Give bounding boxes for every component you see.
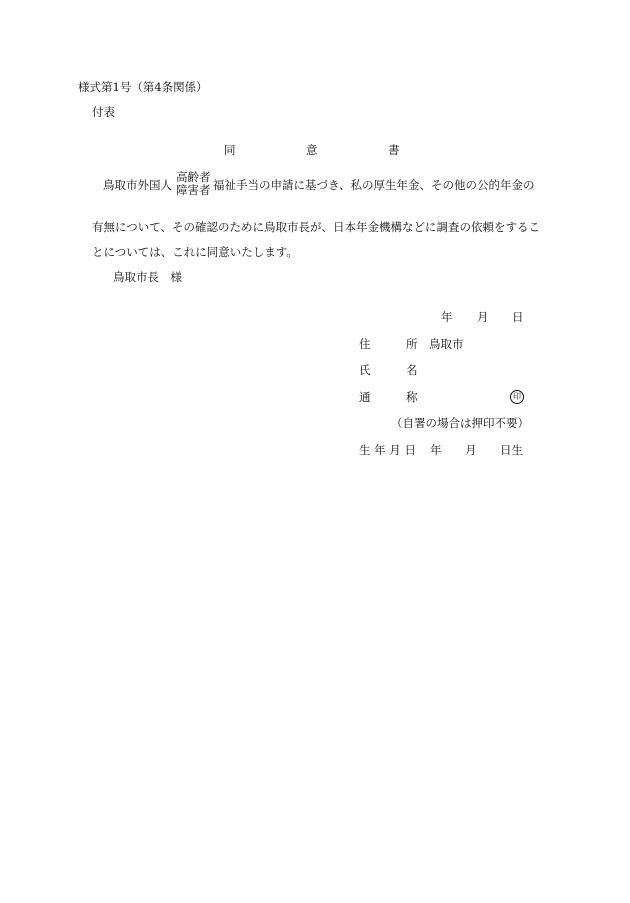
seal-mark: 印 <box>510 390 524 404</box>
date-month: 月 <box>477 310 489 324</box>
body-line-3: とについては、これに同意いたします。 <box>92 245 298 259</box>
title-char-1: 同 <box>224 143 236 157</box>
date-year: 年 <box>441 310 453 324</box>
category-elderly: 高齢者 <box>176 170 211 184</box>
address-value: 鳥取市 <box>429 337 464 351</box>
name-label-1: 氏 <box>359 363 371 377</box>
birth-year: 年 <box>430 443 442 457</box>
form-number: 様式第1号（第4条関係） <box>78 80 208 94</box>
birth-label: 生 年 月 日 <box>359 443 416 457</box>
birth-day: 日生 <box>500 443 523 457</box>
birth-month: 月 <box>465 443 477 457</box>
alias-label-1: 通 <box>359 390 371 404</box>
category-disabled: 障害者 <box>176 183 211 197</box>
body-line-1: 福祉手当の申請に基づき、私の厚生年金、その他の公的年金の <box>213 178 535 192</box>
attachment-label: 付表 <box>92 105 115 119</box>
body-line-2: 有無について、その確認のために鳥取市長が、日本年金機構などに調査の依頼をするこ <box>92 220 541 234</box>
signature-note: （自署の場合は押印不要） <box>391 416 529 430</box>
title-char-3: 書 <box>388 143 400 157</box>
address-label-1: 住 <box>359 337 371 351</box>
addressee: 鳥取市長 様 <box>113 270 182 284</box>
name-label-2: 名 <box>406 363 418 377</box>
title-char-2: 意 <box>306 143 318 157</box>
body-city-foreigner: 鳥取市外国人 <box>103 178 172 192</box>
address-label-2: 所 <box>406 337 418 351</box>
alias-label-2: 称 <box>406 390 418 404</box>
date-day: 日 <box>512 310 524 324</box>
